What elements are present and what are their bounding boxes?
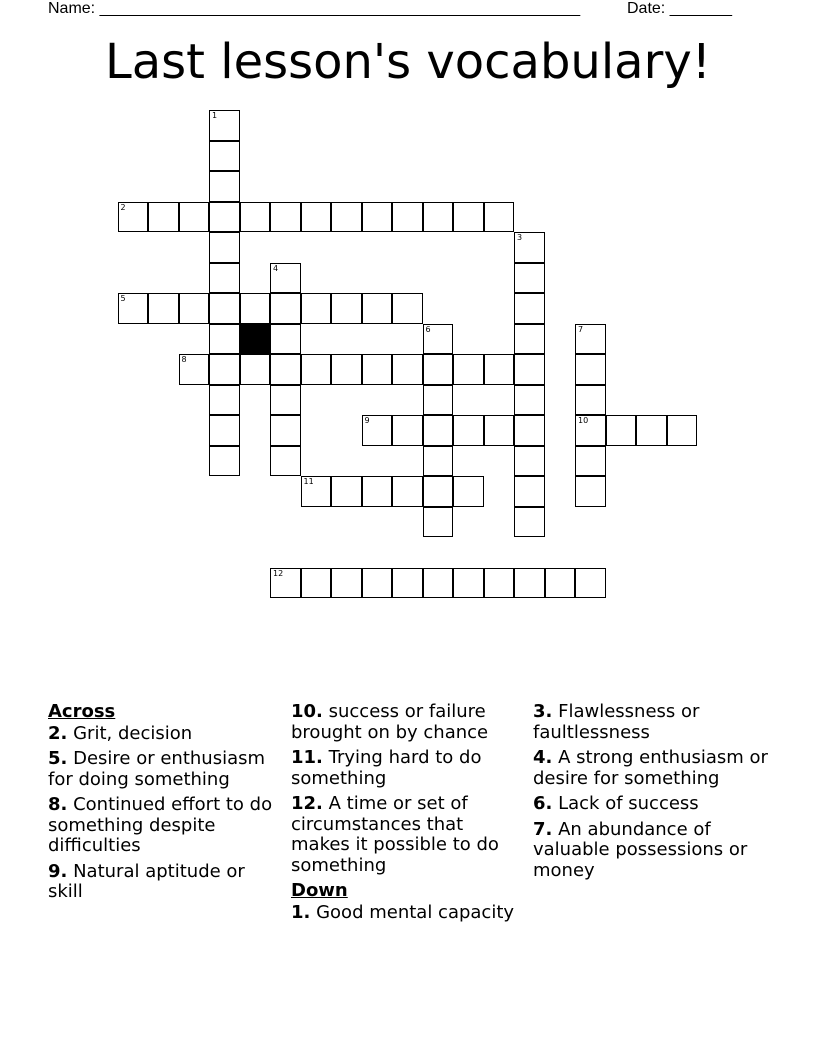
crossword-cell[interactable] [423,324,454,355]
clue-across-2: 2. Grit, decision [48,722,193,744]
crossword-cell[interactable] [514,507,545,538]
clue-number: 9 [364,416,370,425]
clue-down-4: 4. A strong enthusiasm or desire for something [533,747,768,789]
crossword-cell[interactable] [484,415,515,446]
crossword-cell[interactable] [301,354,332,385]
crossword-cell[interactable] [270,202,301,233]
crossword-cell[interactable] [423,507,454,538]
clues-column-2 [291,702,516,923]
crossword-cell[interactable] [148,293,179,324]
date-field-label: Date: _______ [627,0,732,17]
clue-down-1: 1. Good mental capacity [291,901,515,923]
crossword-cell[interactable] [575,476,606,507]
crossword-cell[interactable] [270,293,301,324]
crossword-cell[interactable] [575,446,606,477]
crossword-cell[interactable] [575,415,606,446]
crossword-cell[interactable] [209,293,240,324]
crossword-cell[interactable] [270,324,301,355]
crossword-cell[interactable] [453,354,484,385]
crossword-cell[interactable] [362,293,393,324]
crossword-cell[interactable] [636,415,667,446]
clue-across-8: 8. Continued effort to do something despite difficulties [48,794,273,856]
crossword-cell[interactable] [484,202,515,233]
crossword-cell[interactable] [240,354,271,385]
crossword-cell[interactable] [362,415,393,446]
crossword-cell[interactable] [392,202,423,233]
crossword-cell[interactable] [270,354,301,385]
crossword-cell[interactable] [270,446,301,477]
clue-across-11: 11. Trying hard to do something [291,747,482,789]
crossword-cell[interactable] [514,568,545,599]
crossword-cell[interactable] [423,476,454,507]
crossword-cell[interactable] [209,171,240,202]
crossword-black-cell [240,324,271,355]
crossword-cell[interactable] [423,354,454,385]
crossword-cell[interactable] [453,476,484,507]
clue-number: 7 [578,324,584,334]
crossword-cell[interactable] [179,293,210,324]
clue-down-3: 3. Flawlessness or faultlessness [533,701,700,743]
crossword-cell[interactable] [392,293,423,324]
clue-number: 5 [120,294,126,303]
page-title: Last lesson's vocabulary! [105,34,711,90]
clue-across-12: 12. A time or set of circumstances that makes it possible to do something [291,793,499,876]
crossword-cell[interactable] [270,415,301,446]
crossword-cell[interactable] [362,202,393,233]
clue-down-6: 6. Lack of success [533,793,699,814]
clues-column-1 [48,702,273,903]
crossword-cell[interactable] [301,293,332,324]
crossword-cell[interactable] [331,354,362,385]
crossword-cell[interactable] [362,476,393,507]
crossword-cell[interactable] [209,232,240,263]
crossword-cell[interactable] [301,202,332,233]
crossword-cell[interactable] [484,568,515,599]
crossword-cell[interactable] [362,568,393,599]
clue-number: 3 [517,233,523,242]
crossword-cell[interactable] [423,446,454,477]
crossword-cell[interactable] [301,476,332,507]
crossword-cell[interactable] [667,415,698,446]
crossword-cell[interactable] [392,354,423,385]
clue-number: 4 [273,263,279,273]
clue-number: 12 [273,568,284,578]
crossword-cell[interactable] [575,324,606,355]
clue-number: 2 [120,202,126,212]
clue-number: 8 [181,355,187,364]
clue-across-10: 10. success or failure brought on by chance [291,701,489,743]
crossword-cell[interactable] [331,568,362,599]
crossword-cell[interactable] [392,415,423,446]
crossword-cell[interactable] [606,415,637,446]
name-field-label: Name: ______________________________________________________ [48,0,581,17]
crossword-cell[interactable] [118,293,149,324]
crossword-cell[interactable] [148,202,179,233]
crossword-cell[interactable] [514,446,545,477]
clue-across-5: 5. Desire or enthusiasm for doing something [48,748,266,790]
crossword-cell[interactable] [179,202,210,233]
crossword-cell[interactable] [270,385,301,416]
crossword-cell[interactable] [545,568,576,599]
crossword-cell[interactable] [575,568,606,599]
clue-number: 6 [425,324,431,334]
clue-number: 1 [212,111,218,120]
crossword-cell[interactable] [514,293,545,324]
crossword-cell[interactable] [392,568,423,599]
crossword-cell[interactable] [240,202,271,233]
crossword-cell[interactable] [301,568,332,599]
crossword-cell[interactable] [209,141,240,172]
crossword-cell[interactable] [362,354,393,385]
crossword-cell[interactable] [453,415,484,446]
crossword-cell[interactable] [514,232,545,263]
crossword-cell[interactable] [423,202,454,233]
crossword-cell[interactable] [209,324,240,355]
clue-down-7: 7. An abundance of valuable possessions or money [533,818,748,881]
crossword-cell[interactable] [209,110,240,141]
crossword-cell[interactable] [423,415,454,446]
crossword-cell[interactable] [209,354,240,385]
crossword-cell[interactable] [453,202,484,233]
crossword-cell[interactable] [392,476,423,507]
crossword-cell[interactable] [331,202,362,233]
clue-number: 11 [303,477,314,486]
crossword-cell[interactable] [209,202,240,233]
crossword-cell[interactable] [331,293,362,324]
crossword-cell[interactable] [423,385,454,416]
crossword-cell[interactable] [453,568,484,599]
crossword-cell[interactable] [270,263,301,294]
across-heading: Across [48,701,116,722]
crossword-cell[interactable] [514,354,545,385]
crossword-cell[interactable] [240,293,271,324]
clue-number: 10 [578,416,589,425]
crossword-cell[interactable] [118,202,149,233]
clue-across-9: 9. Natural aptitude or skill [48,860,245,902]
crossword-cell[interactable] [514,263,545,294]
crossword-cell[interactable] [209,385,240,416]
crossword-cell[interactable] [423,568,454,599]
clues-column-3 [533,702,773,881]
crossword-cell[interactable] [209,415,240,446]
down-heading: Down [291,880,348,901]
crossword-cell[interactable] [484,354,515,385]
crossword-cell[interactable] [514,476,545,507]
crossword-cell[interactable] [514,415,545,446]
crossword-cell[interactable] [514,385,545,416]
crossword-cell[interactable] [514,324,545,355]
crossword-cell[interactable] [575,354,606,385]
crossword-cell[interactable] [209,263,240,294]
crossword-cell[interactable] [575,385,606,416]
crossword-cell[interactable] [209,446,240,477]
crossword-cell[interactable] [179,354,210,385]
crossword-cell[interactable] [270,568,301,599]
crossword-cell[interactable] [331,476,362,507]
